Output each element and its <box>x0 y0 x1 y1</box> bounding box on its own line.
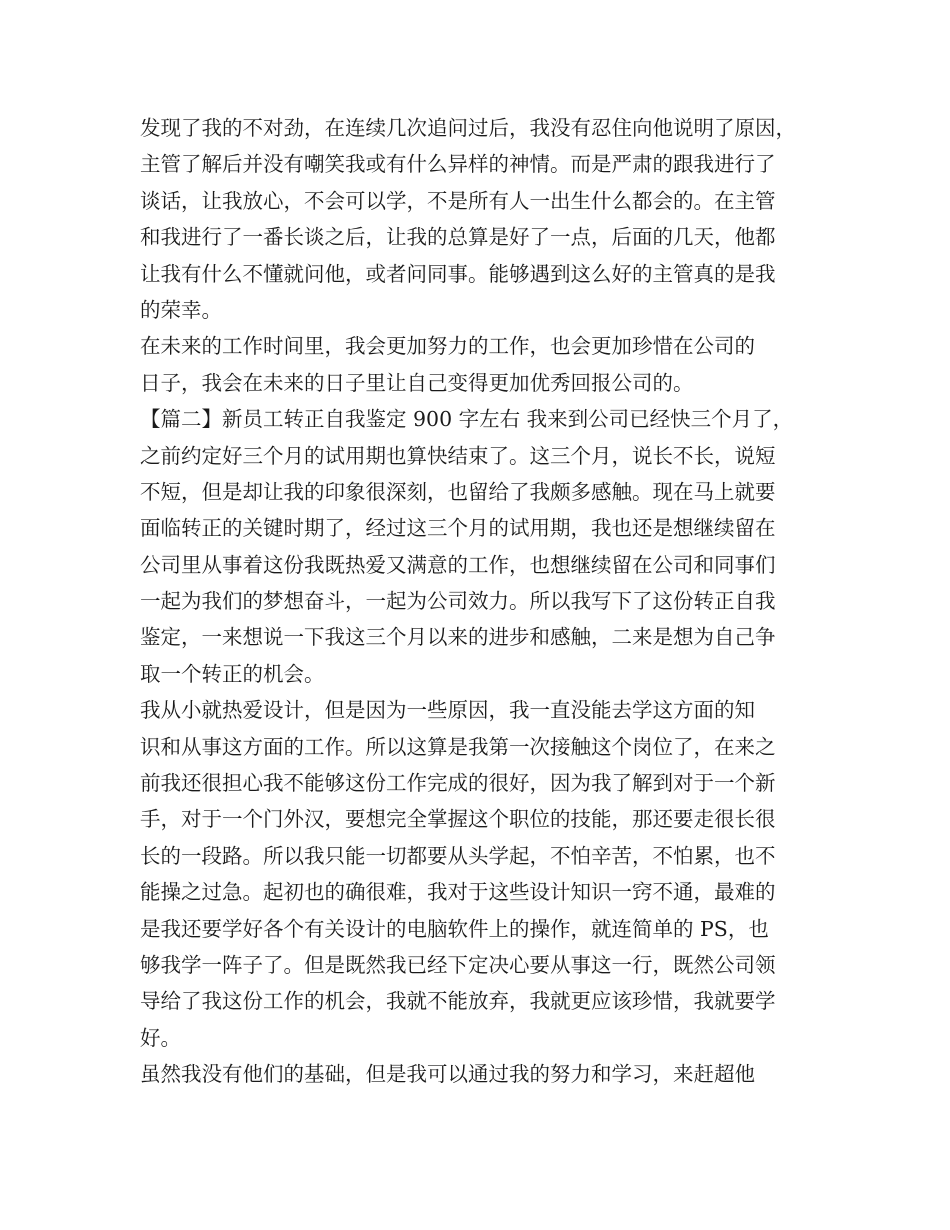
text-line: 能操之过急。起初也的确很难，我对于这些设计知识一窍不通，最难的 <box>140 880 776 905</box>
text-line: 我从小就热爱设计，但是因为一些原因，我一直没能去学这方面的知 <box>140 698 755 723</box>
text-line: 公司里从事着这份我既热爱又满意的工作，也想继续留在公司和同事们 <box>140 552 776 577</box>
text-line: 识和从事这方面的工作。所以这算是我第一次接触这个岗位了，在来之 <box>140 734 776 759</box>
text-line: 导给了我这份工作的机会，我就不能放弃，我就更应该珍惜，我就要学 <box>140 989 776 1014</box>
text-line: 是我还要学好各个有关设计的电脑软件上的操作，就连简单的 PS，也 <box>140 916 769 941</box>
text-line: 发现了我的不对劲，在连续几次追问过后，我没有忍住向他说明了原因， <box>140 116 796 140</box>
text-line: 虽然我没有他们的基础，但是我可以通过我的努力和学习，来赶超他 <box>140 1062 755 1087</box>
text-line: 不短，但是却让我的印象很深刻，也留给了我颇多感触。现在马上就要 <box>140 479 776 504</box>
text-line: 之前约定好三个月的试用期也算快结束了。这三个月，说长不长，说短 <box>140 443 776 468</box>
text-line: 让我有什么不懂就问他，或者问同事。能够遇到这么好的主管真的是我 <box>140 261 776 286</box>
body-text <box>140 110 820 1093</box>
text-line: 前我还很担心我不能够这份工作完成的很好，因为我了解到对于一个新 <box>140 771 776 796</box>
text-line: 长的一段路。所以我只能一切都要从头学起，不怕辛苦，不怕累，也不 <box>140 843 776 868</box>
section-heading-line: 【篇二】新员工转正自我鉴定 900 字左右 我来到公司已经快三个月了， <box>140 407 794 432</box>
text-line: 主管了解后并没有嘲笑我或有什么异样的神情。而是严肃的跟我进行了 <box>140 152 776 177</box>
text-line: 好。 <box>140 1025 181 1050</box>
text-line: 够我学一阵子了。但是既然我已经下定决心要从事这一行，既然公司领 <box>140 952 776 977</box>
text-line: 取一个转正的机会。 <box>140 661 325 686</box>
text-line: 手，对于一个门外汉，要想完全掌握这个职位的技能，那还要走很长很 <box>140 807 776 832</box>
text-line: 谈话，让我放心，不会可以学，不是所有人一出生什么都会的。在主管 <box>140 188 776 213</box>
text-line: 鉴定，一来想说一下我这三个月以来的进步和感触，二来是想为自己争 <box>140 625 776 650</box>
text-line: 在未来的工作时间里，我会更加努力的工作，也会更加珍惜在公司的 <box>140 334 755 359</box>
text-line: 的荣幸。 <box>140 297 222 322</box>
text-line: 日子，我会在未来的日子里让自己变得更加优秀回报公司的。 <box>140 370 694 395</box>
text-line: 一起为我们的梦想奋斗，一起为公司效力。所以我写下了这份转正自我 <box>140 589 776 614</box>
text-line: 和我进行了一番长谈之后，让我的总算是好了一点，后面的几天，他都 <box>140 225 776 250</box>
text-line: 面临转正的关键时期了，经过这三个月的试用期，我也还是想继续留在 <box>140 516 776 541</box>
